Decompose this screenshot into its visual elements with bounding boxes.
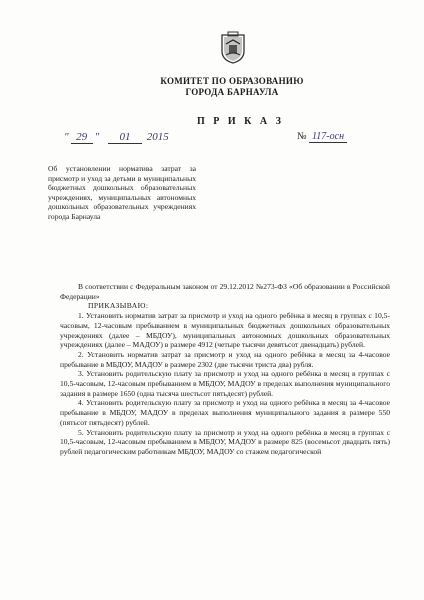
number-value: 117-осн: [309, 131, 347, 143]
document-body: [60, 282, 390, 457]
order-item: 4. Установить родительскую плату за присмотр и уход на одного ребёнка в месяц за 4-часовое пребывание в МБДОУ, МАДОУ в пределах выполнения муниципального задания в размере 550 (пятьсот пятьдесят) рублей.: [60, 398, 390, 427]
organization-name-line2: ГОРОДА БАРНАУЛА: [185, 87, 279, 97]
document-number: [297, 131, 347, 142]
number-sign: №: [297, 131, 307, 142]
date-day: 29: [71, 131, 93, 144]
organization-name-line1: КОМИТЕТ ПО ОБРАЗОВАНИЮ: [160, 76, 304, 86]
city-coat-of-arms-icon: [220, 31, 246, 64]
order-item: 1. Установить норматив затрат за присмотр и уход на одного ребёнка в месяц в группах с 10,5-часовым, 12-часовым пребыванием в муниципальных бюджетных дошкольных образовательных учреждениях (далее – МБДОУ), муниципальных автономных дошкольных образовательных учреждениях (далее – МАДОУ) в размере 4912 (четыре тысячи девятьсот двенадцать) рублей.: [60, 311, 390, 350]
intro-paragraph: В соответствии с Федеральным законом от 29.12.2012 №273-ФЗ «Об образовании в Российской Федерации»: [60, 282, 390, 301]
date-month: 01: [108, 131, 142, 144]
document-subject: Об установлении норматива затрат за присмотр и уход за детьми в муниципальных бюджетных дошкольных образовательных учреждениях, муниципальных автономных дошкольных образовательных учреждениях города Барнаула: [48, 164, 196, 221]
order-item: 2. Установить норматив затрат за присмотр и уход на одного ребёнка в месяц за 4-часовое пребывание в МБДОУ, МАДОУ в размере 2302 (две тысячи триста два) рубля.: [60, 349, 390, 369]
document-type: П Р И К А З: [197, 116, 284, 127]
order-item: 5. Установить родительскую плату за присмотр и уход на одного ребёнка в месяц в группах с 10,5-часовым, 12-часовым пребыванием в МБДОУ, МАДОУ в размере 825 (восемьсот двадцать пять) рублей педагогическим работникам МБДОУ, МАДОУ со стажем педагогической: [60, 427, 390, 456]
date-year: 2015: [146, 131, 169, 143]
document-date: " 29 " 01 2015: [64, 131, 169, 143]
order-item: 3. Установить родительскую плату за присмотр и уход на одного ребёнка в месяц в группах с 10,5-часовым, 12-часовым пребыванием в МБДОУ, МАДОУ в пределах выполнения муниципального задания в размере 1650 (одна тысяча шестьсот пятьдесят) рублей.: [60, 369, 390, 398]
order-word: ПРИКАЗЫВАЮ:: [88, 301, 149, 311]
